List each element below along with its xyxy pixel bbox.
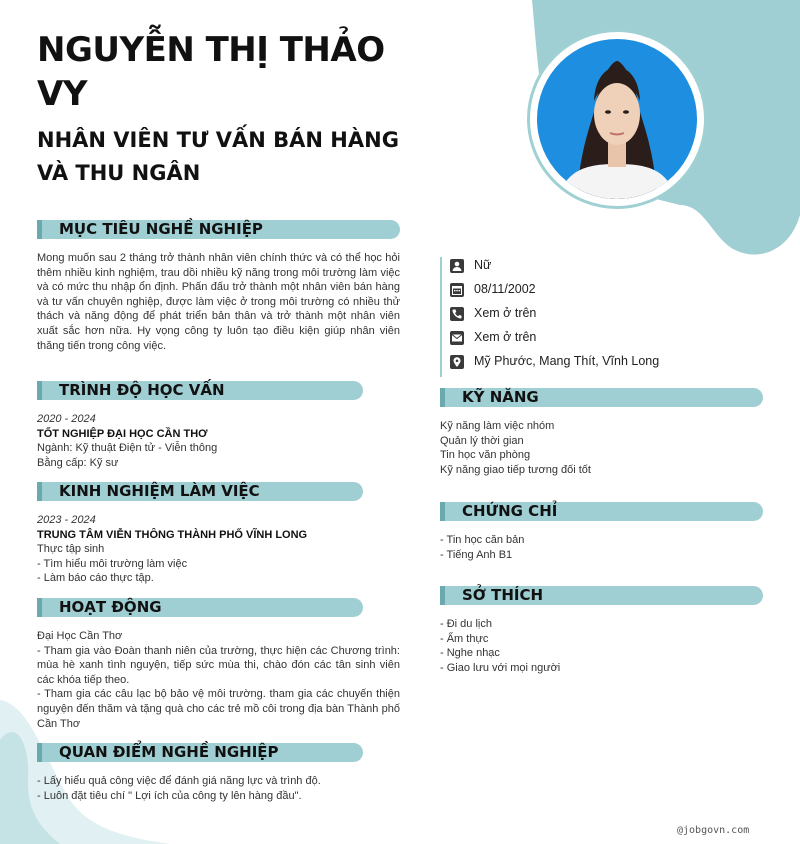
- contact-info: [440, 257, 660, 377]
- section-education-header: [37, 381, 363, 400]
- phone-icon: [450, 307, 464, 321]
- viewpoint-item: - Luôn đặt tiêu chí " Lợi ích của công ty lên hàng đầu".: [37, 789, 302, 802]
- experience-task: - Làm báo cáo thực tập.: [37, 572, 154, 585]
- experience-period: 2023 - 2024: [37, 514, 96, 526]
- dob-text: 08/11/2002: [474, 282, 536, 296]
- experience-position: Thực tập sinh: [37, 543, 105, 556]
- contact-phone: [442, 305, 640, 329]
- candidate-name: NGUYỄN THỊ THẢO VY: [37, 30, 385, 114]
- email-text: Xem ở trên: [474, 330, 537, 344]
- objective-text: Mong muốn sau 2 tháng trở thành nhân viên chính thức và có thể học hỏi thêm nhiều kinh nghiệm, trau dồi nhiều kỹ năng trong môi trường làm việc và có mức thu nhập ổn định. Phấn đấu trở thành một nhân viên bán hàng và tư vấn chuyên nghiệp, được làm việc ở trong môi trường có nhiều thử thách và năng động để phát triển bản thân và trở thành một nhân viên xuất sắc hơn nữa. Hy vọng công ty luôn tạo điều kiện giúp nhân viên thăng tiến trong công việc.: [37, 252, 400, 352]
- watermark: @jobgovn.com: [677, 825, 750, 836]
- activities-org: Đại Học Cần Thơ: [37, 630, 123, 642]
- hobby-item: - Nghe nhạc: [440, 647, 500, 659]
- section-education-title: TRÌNH ĐỘ HỌC VẤN: [59, 381, 225, 399]
- location-pin-icon: [450, 355, 464, 369]
- activity-item: - Tham gia vào Đoàn thanh niên của trường, thực hiện các Chương trình: mùa hè xanh tình nguyện, tiếp sức mùa thi, chào đón các tân sinh viên các khóa tiếp theo.: [37, 644, 400, 686]
- skill-item: Tin học văn phòng: [440, 449, 531, 461]
- section-skills-header: [440, 388, 763, 407]
- hobby-item: - Giao lưu với mọi người: [440, 661, 561, 674]
- section-objective-title: MỤC TIÊU NGHỀ NGHIỆP: [59, 220, 263, 238]
- certificate-item: - Tin học căn bản: [440, 534, 525, 546]
- experience-company: TRUNG TÂM VIỄN THÔNG THÀNH PHỐ VĨNH LONG: [37, 528, 308, 541]
- section-certificates-header: [440, 502, 763, 521]
- viewpoint-entry: [37, 774, 400, 803]
- skill-item: Kỹ năng làm việc nhóm: [440, 420, 555, 432]
- skill-item: Quản lý thời gian: [440, 434, 524, 447]
- hobby-item: - Đi du lịch: [440, 618, 492, 630]
- profile-photo: [537, 39, 697, 199]
- section-skills-title: KỸ NĂNG: [462, 388, 539, 406]
- activity-item: - Tham gia các câu lạc bộ bảo vệ môi trường. tham gia các chuyến thiện nguyện đến thăm và tặng quà cho các trẻ mồ côi trong địa bàn Thành phố Cần Thơ: [37, 688, 400, 730]
- education-school: TỐT NGHIỆP ĐẠI HỌC CẦN THƠ: [37, 427, 208, 440]
- certificates-list: [440, 533, 763, 562]
- experience-task: - Tìm hiểu môi trường làm việc: [37, 557, 188, 570]
- section-viewpoint-title: QUAN ĐIỂM NGHỀ NGHIỆP: [59, 743, 279, 761]
- section-hobbies-header: [440, 586, 763, 605]
- section-experience-title: KINH NGHIỆM LÀM VIỆC: [59, 482, 260, 500]
- hobbies-list: [440, 617, 763, 675]
- address-text: Mỹ Phước, Mang Thít, Vĩnh Long: [474, 354, 660, 368]
- experience-entry: [37, 513, 400, 586]
- job-title: NHÂN VIÊN TƯ VẤN BÁN HÀNG VÀ THU NGÂN: [37, 128, 399, 185]
- contact-gender: [442, 257, 640, 281]
- section-activities-title: HOẠT ĐỘNG: [59, 598, 162, 616]
- hobby-item: - Ẩm thực: [440, 632, 489, 645]
- education-degree: Bằng cấp: Kỹ sư: [37, 456, 119, 469]
- section-certificates-title: CHỨNG CHỈ: [462, 502, 558, 520]
- viewpoint-item: - Lấy hiểu quả công việc để đánh giá năng lực và trình độ.: [37, 775, 321, 787]
- section-viewpoint-header: [37, 743, 363, 762]
- skill-item: Kỹ năng giao tiếp tương đối tốt: [440, 463, 591, 476]
- section-hobbies-title: SỞ THÍCH: [462, 586, 544, 604]
- activities-entry: [37, 629, 400, 731]
- section-experience-header: [37, 482, 363, 501]
- section-objective-header: [37, 220, 400, 239]
- phone-text: Xem ở trên: [474, 306, 537, 320]
- contact-email: [442, 329, 640, 353]
- person-icon: [450, 259, 464, 273]
- contact-dob: [442, 281, 640, 305]
- contact-address: [442, 353, 660, 377]
- envelope-icon: [450, 331, 464, 345]
- education-entry: [37, 412, 400, 470]
- section-activities-header: [37, 598, 363, 617]
- certificate-item: - Tiếng Anh B1: [440, 548, 513, 561]
- gender-text: Nữ: [474, 258, 492, 272]
- education-major: Ngành: Kỹ thuật Điện tử - Viễn thông: [37, 442, 218, 455]
- education-period: 2020 - 2024: [37, 413, 96, 425]
- skills-list: [440, 419, 763, 477]
- calendar-icon: [450, 283, 464, 297]
